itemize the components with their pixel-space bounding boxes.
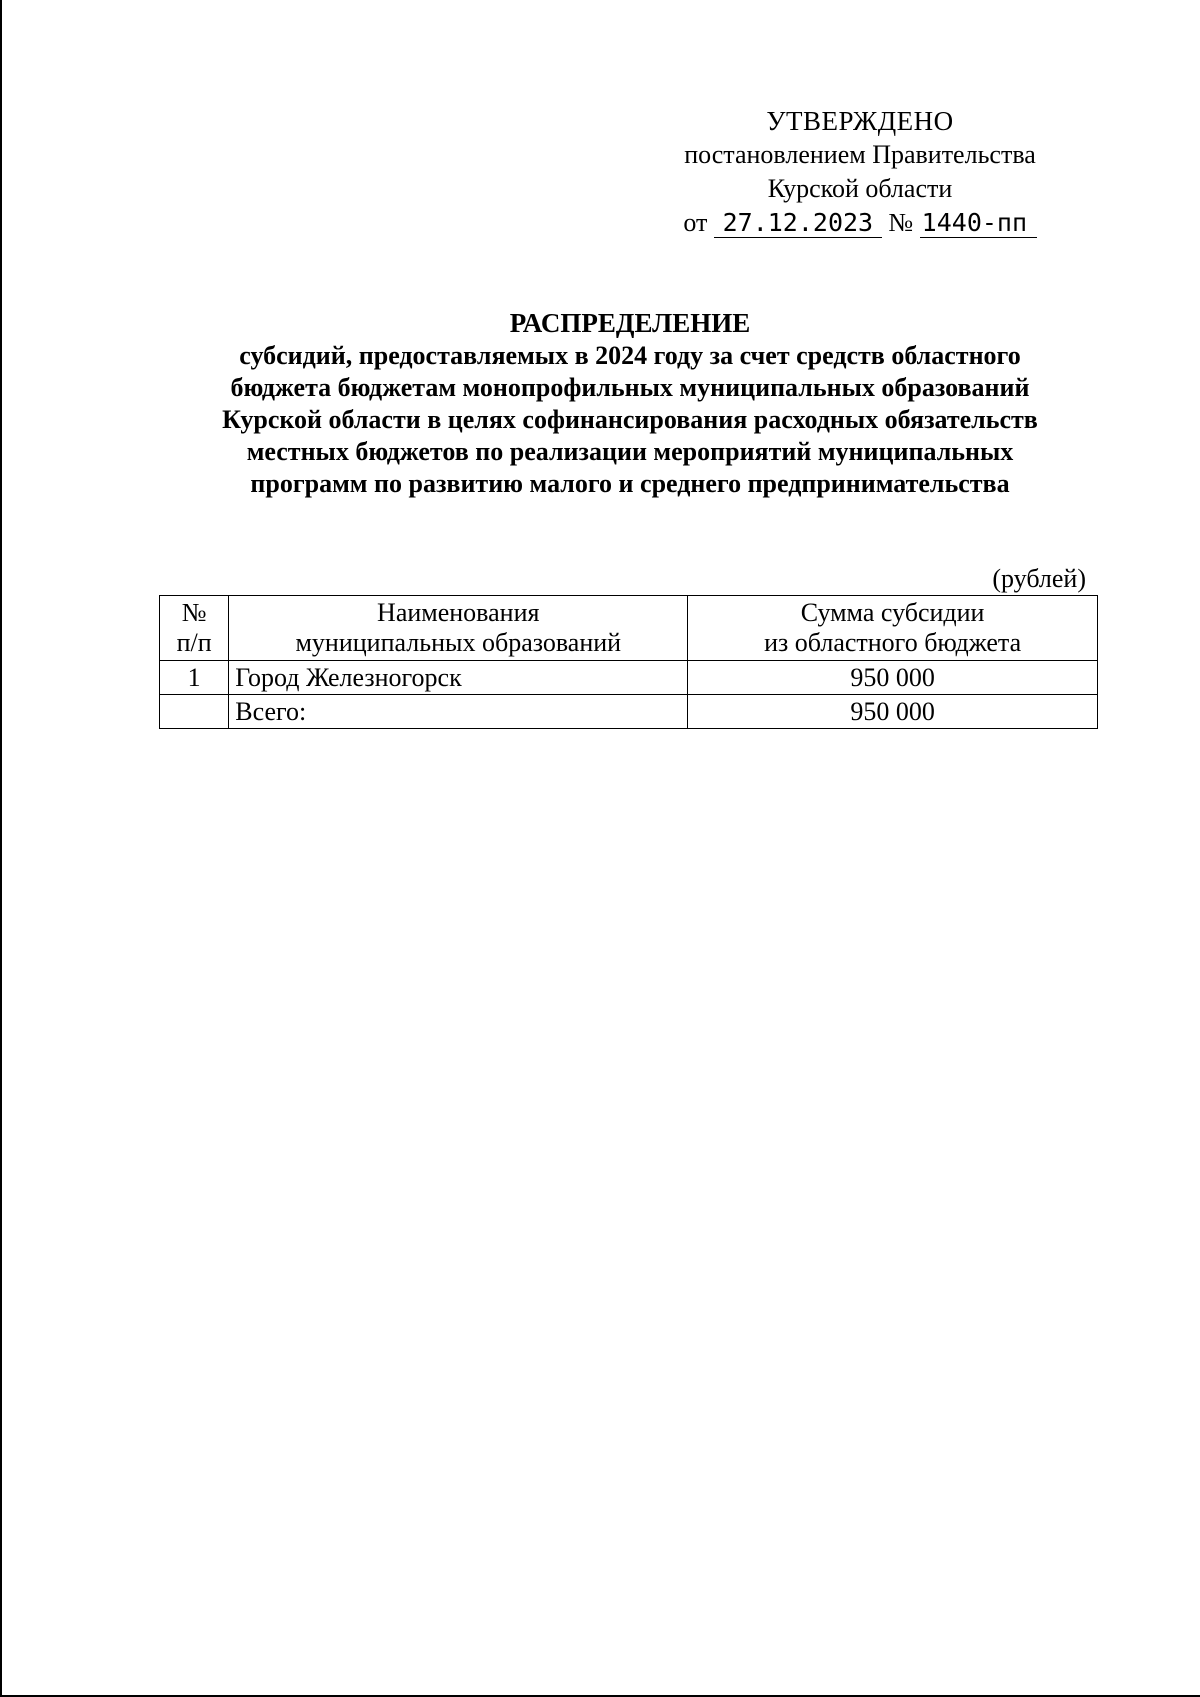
document-title: РАСПРЕДЕЛЕНИЕ	[509, 308, 751, 338]
table-row	[160, 661, 1098, 695]
row-name: Город Железногорск	[229, 661, 688, 695]
header-num	[160, 596, 229, 661]
approval-stamp	[640, 104, 1080, 240]
header-sum	[688, 596, 1098, 661]
approval-line-2: Курской области	[767, 174, 953, 203]
total-num-empty	[160, 695, 229, 729]
approval-date: 27.12.2023	[714, 209, 882, 238]
header-sum-line-1: Сумма субсидии	[800, 598, 985, 627]
approval-number: 1440-пп	[920, 209, 1037, 238]
subtitle-line: Курской области в целях софинансирования расходных обязательств	[222, 405, 1038, 434]
header-sum-line-2: из областного бюджета	[764, 628, 1022, 657]
row-sum: 950 000	[688, 661, 1098, 695]
total-sum: 950 000	[688, 695, 1098, 729]
units-label: (рублей)	[992, 564, 1086, 593]
approval-title: УТВЕРЖДЕНО	[766, 106, 954, 136]
subtitle-line: субсидий, предоставляемых в 2024 году за счет средств областного	[239, 341, 1021, 370]
header-num-line-2: п/п	[176, 628, 212, 657]
approval-date-line	[640, 206, 1080, 240]
row-num: 1	[160, 661, 229, 695]
date-prefix: от	[683, 208, 708, 237]
table-header-row	[160, 596, 1098, 661]
header-name-line-1: Наименования	[377, 598, 540, 627]
table-total-row	[160, 695, 1098, 729]
subtitle-line: бюджета бюджетам монопрофильных муниципальных образований	[230, 373, 1030, 402]
subtitle-line: местных бюджетов по реализации мероприятий муниципальных	[246, 437, 1014, 466]
header-num-line-1: №	[181, 598, 207, 627]
subtitle-line: программ по развитию малого и среднего предпринимательства	[250, 469, 1010, 498]
document-subtitle	[130, 340, 1130, 500]
header-name-line-2: муниципальных образований	[295, 628, 622, 657]
distribution-table	[159, 595, 1098, 729]
number-prefix: №	[888, 208, 914, 237]
header-name	[229, 596, 688, 661]
approval-line-1: постановлением Правительства	[684, 140, 1036, 169]
total-label: Всего:	[229, 695, 688, 729]
